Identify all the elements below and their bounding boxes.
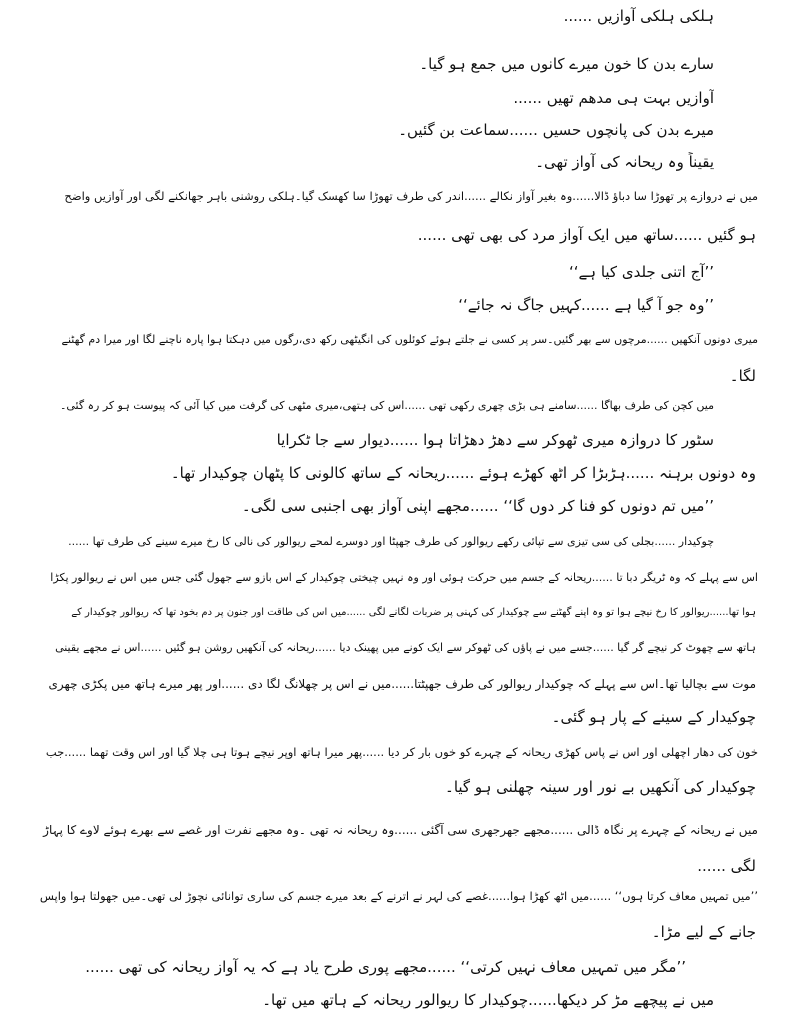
text-line: چوکیدار کے سینے کے پار ہو گئی۔ <box>551 708 756 726</box>
text-line: ہاتھ سے چھوٹ کر نیچے گر گیا ......جسے میں نے پاؤں کی ٹھوکر سے ایک کونے میں پھینک دیا ......ریحانہ کی آنکھیں روشن ہو گئیں ......اس نے مجھے یقینی <box>55 641 756 654</box>
text-line: یقیناً وہ ریحانہ کی آواز تھی۔ <box>535 153 714 171</box>
text-line: آوازیں بہت ہی مدھم تھیں ...... <box>513 89 714 107</box>
text-line: ’’میں تمہیں معاف کرتا ہوں‘‘ ......میں اٹھ کھڑا ہوا......غصے کی لہر نے اترنے کے بعد میرے جسم کی ساری توانائی نچوڑ لی تھی۔میں جھولتا ہوا واپس <box>40 889 758 903</box>
text-line: میں نے ریحانہ کے چہرے پر نگاہ ڈالی ......مجھے جھرجھری سی آگئی ......وہ ریحانہ نہ تھی ۔وہ مجھے نفرت اور غصے سے بھرے ہوئے لاوے کا پہاڑ <box>43 823 758 837</box>
text-line: میرے بدن کی پانچوں حسیں ......سماعت بن گئیں۔ <box>398 121 714 139</box>
text-line: لگا۔ <box>729 367 756 385</box>
text-line: میں کچن کی طرف بھاگا ......سامنے ہی بڑی چھری رکھی تھی ......اس کی ہتھی،میری مٹھی کی گرفت میں کیا آئی کہ پیوست ہو کر رہ گئی۔ <box>59 399 714 412</box>
text-line: چوکیدار ......بجلی کی سی تیزی سے تپائی رکھے ریوالور کی طرف جھپٹا اور دوسرے لمحے ریوالور کی نالی کا رخ میرے سینے کی طرف تھا ...... <box>68 535 714 548</box>
text-line: ’’میں تم دونوں کو فنا کر دوں گا‘‘ ......مجھے اپنی آواز بھی اجنبی سی لگی۔ <box>241 497 714 515</box>
text-line: لگی ...... <box>697 857 756 875</box>
text-line: سٹور کا دروازہ میری ٹھوکر سے دھڑ دھڑاتا ہوا ......دیوار سے جا ٹکرایا <box>276 431 714 449</box>
text-line: میں نے پیچھے مڑ کر دیکھا......چوکیدار کا ریوالور ریحانہ کے ہاتھ میں تھا۔ <box>262 991 714 1009</box>
text-line: ’’وہ جو آ گیا ہے ......کہیں جاگ نہ جائے‘‘ <box>458 296 714 314</box>
text-line: چوکیدار کی آنکھیں بے نور اور سینہ چھلنی ہو گیا۔ <box>445 778 756 796</box>
text-line: ہوا تھا......ریوالور کا رخ نیچے ہوا تو وہ اپنے گھٹنے سے چوکیدار کی کہنی پر ضربات لگانے لگی ......میں اس کی طاقت اور جنون پر دم بخود تھا کہ ریوالور چوکیدار کے <box>71 607 756 618</box>
text-line: اس سے پہلے کہ وہ ٹریگر دبا تا ......ریحانہ کے جسم میں حرکت ہوئی اور وہ نہیں چیختی چوکیدار کے اس بازو سے جھول گئی جس میں اس نے ریوالور پکڑا <box>50 571 758 584</box>
text-line: وہ دونوں برہنہ ......ہڑبڑا کر اٹھ کھڑے ہوئے ......ریحانہ کے ساتھ کالونی کا پٹھان چوکیدار تھا۔ <box>170 464 756 482</box>
text-line: خون کی دھار اچھلی اور اس نے پاس کھڑی ریحانہ کے چہرے کو خوں بار کر دیا ......پھر میرا ہاتھ اوپر نیچے ہوتا ہی چلا گیا اور اس وقت تھما ......جب <box>45 745 758 759</box>
text-line: ’’آج اتنی جلدی کیا ہے‘‘ <box>568 263 714 281</box>
text-line: جانے کے لیے مڑا۔ <box>651 923 756 941</box>
text-line: ہو گئیں ......ساتھ میں ایک آواز مرد کی بھی تھی ...... <box>417 226 756 244</box>
text-line: ہلکی ہلکی آوازیں ...... <box>563 7 714 25</box>
text-line: میری دونوں آنکھیں ......مرچوں سے بھر گئیں۔سر پر کسی نے جلتے ہوئے کوئلوں کی انگیٹھی رکھ دی،رگوں میں دہکتا ہوا پارہ ناچنے لگا اور میرا دم گھٹنے <box>61 333 758 346</box>
text-line: ’’مگر میں تمہیں معاف نہیں کرتی‘‘ ......مجھے پوری طرح یاد ہے کہ یہ آواز ریحانہ کی تھی ...... <box>85 958 686 976</box>
text-line: موت سے بچالیا تھا۔اس سے پہلے کہ چوکیدار ریوالور کی طرف جھپٹتا......میں نے اس پر چھلانگ لگا دی ......اور پھر میرے ہاتھ میں پکڑی چھری <box>48 677 756 691</box>
text-line: میں نے دروازے پر تھوڑا سا دباؤ ڈالا......وہ بغیر آواز نکالے ......اندر کی طرف تھوڑا سا کھسک گیا۔ہلکی روشنی باہر جھانکنے لگی اور آوازیں واضح <box>64 189 758 203</box>
text-line: سارے بدن کا خون میرے کانوں میں جمع ہو گیا۔ <box>419 55 714 73</box>
